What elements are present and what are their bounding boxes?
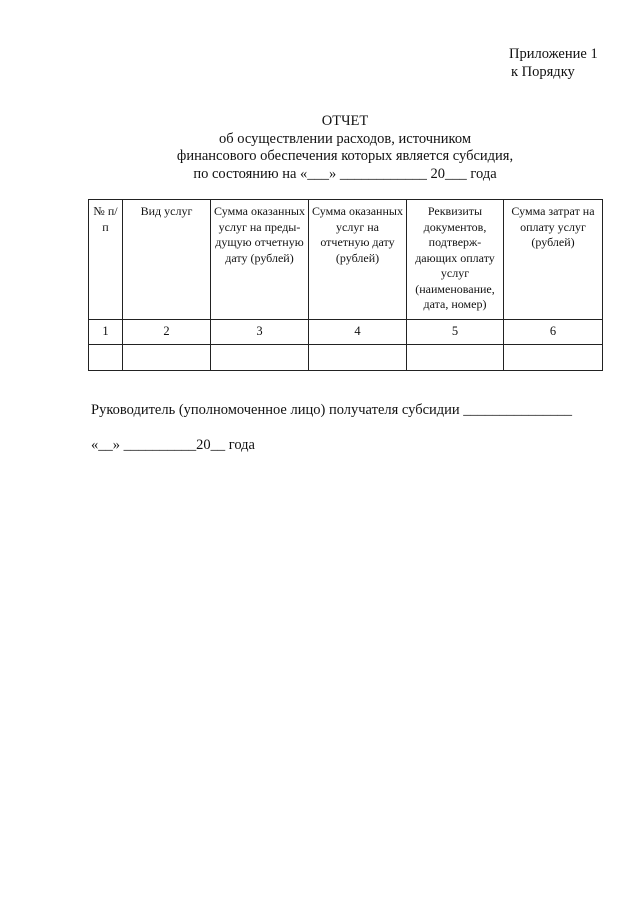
empty-cell[interactable] [504,345,603,371]
empty-cell[interactable] [407,345,504,371]
empty-cell[interactable] [309,345,407,371]
empty-cell[interactable] [123,345,211,371]
title-line-1: ОТЧЕТ [321,113,369,129]
title-line-4: по состоянию на «___» ____________ 20___ года [193,165,497,182]
empty-cell[interactable] [89,345,123,371]
header-cell-documents: Реквизиты документов, подтверж-дающих оплату услуг (наименование, дата, номер) [407,200,504,320]
table-row [89,345,603,371]
signature-line: Руководитель (уполномоченное лицо) получателя субсидии _______________ [91,402,573,418]
header-cell-costs: Сумма затрат на оплату услуг (рублей) [504,200,603,320]
appendix-line-2: к Порядку [511,64,575,80]
title-line-3: финансового обеспечения которых является субсидия, [176,148,514,164]
header-cell-service-type: Вид услуг [123,200,211,320]
empty-cell[interactable] [211,345,309,371]
column-number-cell: 5 [407,320,504,345]
column-number-cell: 4 [309,320,407,345]
header-cell-previous-amount: Сумма оказанных услуг на преды-дущую отчетную дату (рублей) [211,200,309,320]
table-header-row [89,200,603,320]
header-cell-current-amount: Сумма оказанных услуг на отчетную дату (рублей) [309,200,407,320]
title-line-2: об осуществлении расходов, источником [219,130,471,147]
column-number-cell: 6 [504,320,603,345]
column-number-cell: 3 [211,320,309,345]
table-row [89,320,603,345]
appendix-line-1: Приложение 1 [509,46,598,62]
column-number-cell: 2 [123,320,211,345]
date-line: «__» __________20__ года [91,437,255,453]
appendix-label [509,45,598,81]
column-number-cell: 1 [89,320,123,345]
header-cell-number: № п/п [89,200,123,320]
report-table [88,199,603,371]
report-title [140,113,550,183]
